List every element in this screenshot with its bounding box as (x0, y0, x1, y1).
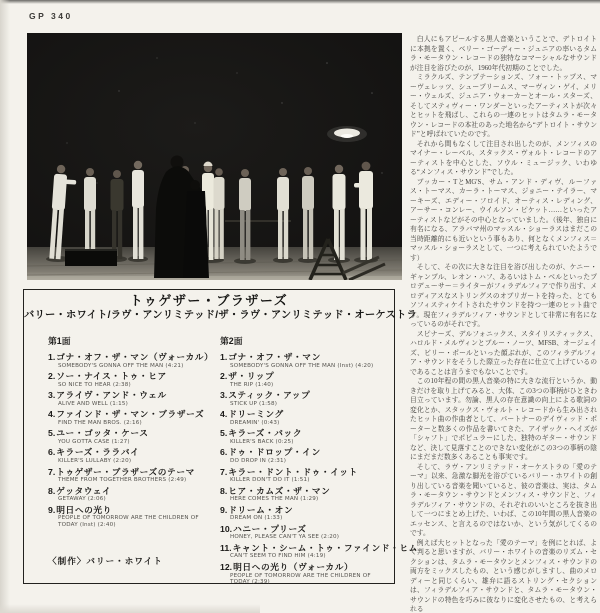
album-artists: バリー・ホワイト/ラヴ・アンリミテッド/ザ・ラヴ・アンリミテッド・オーケストラ (24, 310, 417, 321)
track-item (220, 486, 392, 503)
track-title: キラーズ・バック (228, 428, 303, 439)
scan-bottom-edge (0, 604, 260, 613)
track-subtitle: CAN'T SEEM TO FIND HIM (4:19) (230, 553, 326, 560)
track-subtitle: DREAMIN' (0:43) (230, 419, 280, 426)
track-subtitle: THE RIP (1:40) (230, 381, 274, 388)
scan-left-edge (0, 0, 10, 613)
track-subtitle: KILLER'S LULLABY (2:20) (58, 457, 132, 464)
album-title: トゥゲザー・ブラザーズ (129, 293, 289, 308)
track-number: 8. (220, 485, 228, 496)
track-subtitle: ALIVE AND WELL (1:15) (58, 400, 129, 407)
track-title: トゥゲザー・ブラザーズのテーマ (56, 466, 195, 477)
track-title: 明日への光り（ヴォーカル） (233, 562, 354, 573)
track-title: キラーズ・ララバイ (56, 447, 140, 458)
side2-label: 第2面 (220, 336, 243, 346)
track-subtitle: GETAWAY (2:06) (58, 496, 106, 503)
track-number: 2. (48, 371, 56, 382)
track-subtitle: KILLER DON'T DO IT (1:51) (230, 477, 310, 484)
track-item (220, 562, 392, 586)
track-subtitle: FIND THE MAN BROS. (2:16) (58, 419, 142, 426)
track-number: 4. (48, 409, 56, 420)
track-number: 4. (220, 409, 228, 420)
track-number: 3. (48, 390, 56, 401)
track-title: キラー・ドント・ドゥ・イット (228, 466, 358, 477)
track-subtitle: HONEY, PLEASE CAN'T YA SEE (2:20) (230, 534, 340, 541)
track-subtitle: YOU GOTTA CASE (1:27) (58, 438, 130, 445)
track-item (220, 371, 392, 388)
liner-paragraph: スピナーズ、デルフォニックス、スタイリスティックス、ハロルド・メルヴィンとブルー・ノーツ、MFSB、オージェイズ、ビリー・ポールといった顔ぶれが、このフィラデルフィア・サウンドをそうした際立った存在に仕立て上げているのであることは言うまでもないことです。 (410, 330, 597, 376)
track-title: ザ・リップ (228, 371, 275, 382)
track-number: 2. (220, 371, 228, 382)
track-number: 9. (220, 504, 228, 515)
track-item (220, 428, 392, 445)
track-item (220, 542, 418, 560)
track-title: アライヴ・アンド・ウェル (56, 390, 167, 401)
track-subtitle: SOMEBODY'S GONNA OFF THE MAN (Inst) (4:20) (230, 362, 374, 369)
track-number: 7. (48, 466, 56, 477)
track-item (48, 352, 220, 369)
track-title: スティック・アップ (228, 390, 311, 401)
track-item (220, 467, 392, 484)
track-title: ソー・ナイス・トゥ・ヒア (56, 371, 167, 382)
track-number: 3. (220, 390, 228, 401)
track-number: 1. (48, 352, 56, 362)
liner-paragraph: この10年程の間の黒人音楽の特に大きな流行というか、動きだけを取り上げてみると、大体、この3つの事柄がひときわ目立っています。勿論、黒人の存在意識の向上による歌詞の変化とか、スタックス・ヴォルト・レコードから生み出されたヒット曲の作曲者として、パートナーのデイヴィッド・ポーターと数多くの作品を書いてきた、アイザック・ヘイズが「シャフト」でポピュラーにした、独特のギター・サウンドなど、決して見落すことのできない変化がこの3つの事柄の陰にまだまだ数多くあることも事実です。 (410, 378, 597, 461)
track-title: ユー・ゴッタ・ケース (56, 428, 149, 439)
track-number: 5. (48, 428, 56, 439)
track-title: ゲッタウェイ (56, 485, 112, 496)
liner-paragraph: そして、ラヴ・アンリミテッド・オーケストラの「愛のテーマ」以来、急激な脚光を浴びているバリー・ホワイトの創り出している音楽を聞いていると、彼の音楽は、実は、タムラ・モータウン・サウンドとメンフィス・サウンドと、フィラデルフィア・サウンドの、それぞれのいいところを抜き出して一つにまとめ上げた、いわば、この10年間の黒人音楽のエッセンス、と言えるのではないか、という気がしてくるのです。 (410, 463, 597, 537)
liner-paragraph: それから間もなくして注目され出したのが、メンフィスのマイナー・レーベル、スタックス・ヴォルト・レコードのアーティストを中心とした、ソウル・ミュージック、いわゆる“メンフィス・サウンド”でした。 (410, 140, 597, 176)
track-item (48, 505, 220, 529)
tracklist-columns (24, 334, 418, 588)
liner-paragraph: そして、その次に大きな注目を浴び出したのが、ケニー・ギャンブル、レオン・ハフ、あるいはトム・ベルといったプロデューサー＝ライターがフィラデルフィアで作り出す、メロディアスなストリングスのオブリガートを持った、とてもソフィスティケイトされたサウンドを持つ一連のヒット曲です。現在フィラデルフィア・サウンドとして非常に有名になっているのがそれです。 (410, 264, 597, 328)
track-number: 10. (220, 523, 233, 534)
liner-notes (410, 35, 597, 613)
track-subtitle: DREAM ON (1:33) (230, 515, 283, 522)
track-number: 12. (220, 562, 233, 573)
liner-paragraph: ブッカー・TとMG'S、サム・アンド・ディヴ、ルーファス・トーマス、カーラ・トーマス、ジョニー・テイラー、マーキーズ、エディー・フロイド、オーティス・レディング、アーサー・コンレー、ウイルソン・ピケット……といったアーティストなどがその中心となっていました。（後年、独自に有名になる、アラバマ州のマッスル・ショーラスはまだこの当時距離的にも近いという事もあり、何となくメンフィス＝マッスル・ショーラスとして、一つに考えられていたようです） (410, 178, 597, 262)
track-item (220, 505, 392, 522)
track-subtitle: HERE COMES THE MAN (1:29) (230, 496, 319, 503)
liner-paragraph: ミラクルズ、テンプテーションズ、フォー・トップス、マーヴェレッツ、シュープリームス、マーヴィン・ゲイ、メリー・ウェルズ、ジュニア・ウォーカーとオール・スターズ、そしてスティヴィー・ワンダーといったアーティストが次々とヒットを飛ばし、これらの一連のヒットはタムラ・モータウン・レコードの本社のあった地名から“デトロイト・サウンド”と呼ばれていたのです。 (410, 74, 597, 138)
track-number: 6. (48, 447, 56, 458)
side1-label: 第1面 (48, 336, 71, 346)
track-item (48, 390, 220, 407)
side1-column (48, 334, 220, 588)
track-title: ドリーミング (228, 409, 284, 420)
track-item (48, 409, 220, 426)
track-item (48, 467, 220, 484)
track-item (48, 486, 220, 503)
track-number: 7. (220, 466, 228, 477)
track-item (48, 371, 220, 388)
track-item (220, 390, 392, 407)
track-number: 9. (48, 504, 56, 515)
track-subtitle: SO NICE TO HEAR (2:38) (58, 381, 131, 388)
track-number: 5. (220, 428, 228, 439)
track-number: 8. (48, 485, 56, 496)
track-item (48, 447, 220, 464)
track-subtitle: PEOPLE OF TOMORROW ARE THE CHILDREN OF TODAY (Inst) (2:40) (58, 515, 199, 528)
track-title: ゴナ・オフ・ザ・マン (228, 352, 321, 362)
tracklist-box (23, 289, 418, 586)
liner-paragraph: 例えば大ヒットとなった「愛のテーマ」を例にとれば、よく判ると思いますが、バリー・ホワイトの音楽のリズム・セクションは、タムラ・モータウンとメンフィス・サウンドの両方をミックスしたもの、という感じがしますし、曲のメロディーと同じくらい、雄弁に語るストリング・セクションは、フィラデルフィア・サウンドと、タムラ・モータウン・サウンドの特色を巧みに彼なりに変化させたもの、と考えられる (410, 539, 597, 613)
track-subtitle: DO DROP IN (2:31) (230, 457, 287, 464)
track-subtitle: PEOPLE OF TOMORROW ARE THE CHILDREN OF TODAY (2:39) (230, 572, 371, 586)
track-item (220, 352, 392, 369)
track-item (220, 409, 392, 426)
track-title: ドゥ・ドロップ・イン (228, 447, 321, 458)
track-title: ヒア・カムズ・ザ・マン (228, 485, 331, 496)
stage-photo (27, 33, 402, 280)
liner-paragraph: 白人にもアピールする黒人音楽ということで、デトロイトに本拠を置く、ベリー・ゴーディー・ジュニアの率いるタムラ・モータウン・レコードの独特なコマーシャルなサウンドが注目を浴びたのが、1960年代初期のことでした。 (410, 36, 597, 72)
scan-top-edge (0, 0, 600, 4)
track-number: 11. (220, 542, 232, 553)
track-title: キャント・シーム・トゥ・ファインド・ヒム (232, 542, 418, 553)
track-item (48, 428, 220, 445)
track-subtitle: STICK UP (1:58) (230, 400, 278, 407)
track-number: 1. (220, 352, 228, 362)
stage-photo-svg (27, 33, 402, 280)
track-subtitle: THEME FROM TOGETHER BROTHERS (2:49) (58, 477, 187, 484)
track-title: ハニー・プリーズ (233, 523, 307, 534)
track-title: ファインド・ザ・マン・ブラザーズ (56, 409, 205, 420)
track-item (220, 524, 392, 541)
track-title: ドリーム・オン (228, 504, 294, 515)
track-subtitle: KILLER'S BACK (0:25) (230, 438, 294, 445)
track-number: 6. (220, 447, 228, 458)
producer-credit: 〈制作〉バリー・ホワイト (48, 556, 163, 567)
photo-stage-lamp (327, 126, 367, 142)
track-title: 明日への光り (56, 504, 112, 515)
catalog-number: GP 340 (29, 11, 73, 21)
photo-speaker-box (65, 249, 117, 266)
track-title: ゴナ・オフ・ザ・マン（ヴォーカル） (56, 352, 214, 362)
side2-column (220, 334, 418, 588)
track-item (220, 447, 392, 464)
track-subtitle: SOMEBODY'S GONNA OFF THE MAN (4:21) (58, 362, 184, 369)
